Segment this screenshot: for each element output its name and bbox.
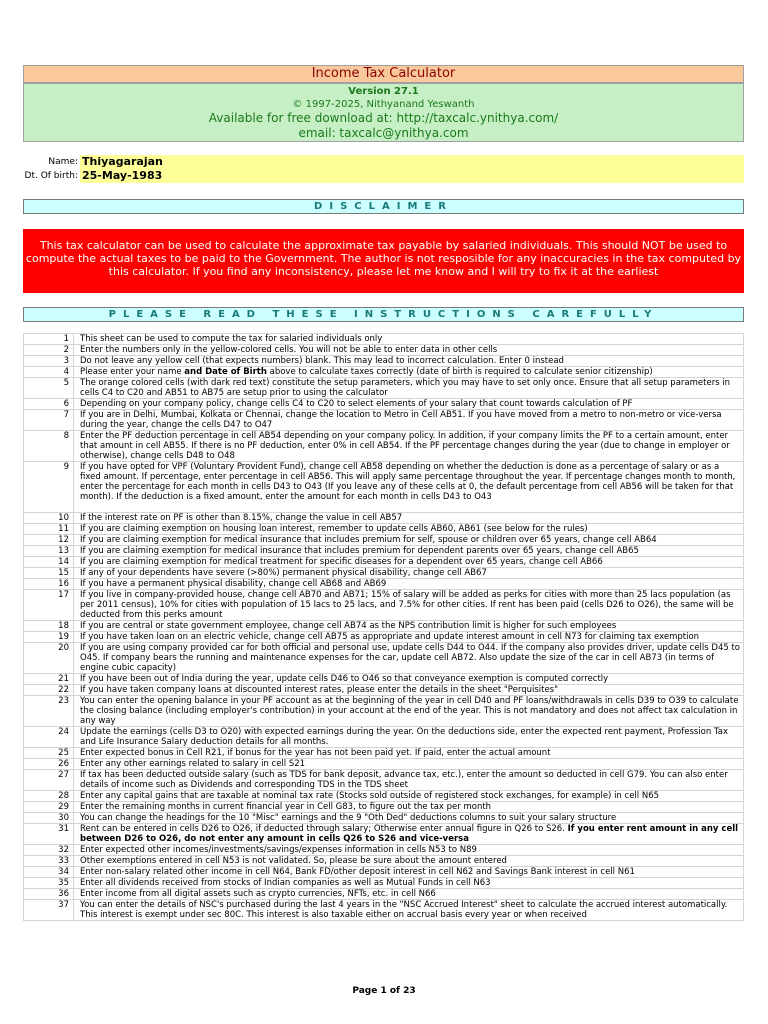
instruction-number: 35 xyxy=(24,878,74,889)
instruction-text: If you have been out of India during the year, update cells D46 to O46 so that conveyance exemption is computed correctly xyxy=(74,674,744,685)
instruction-number: 34 xyxy=(24,867,74,878)
instruction-number: 8 xyxy=(24,431,74,462)
instruction-row xyxy=(24,856,744,867)
instruction-row xyxy=(24,345,744,356)
instruction-row xyxy=(24,727,744,748)
instruction-row xyxy=(24,685,744,696)
name-label: Name: xyxy=(48,157,78,167)
instruction-row xyxy=(24,579,744,590)
instruction-row xyxy=(24,513,744,524)
instruction-number: 7 xyxy=(24,410,74,431)
instruction-row xyxy=(24,824,744,845)
instruction-number: 29 xyxy=(24,802,74,813)
instruction-number: 4 xyxy=(24,367,74,378)
instruction-text: If you have taken company loans at discounted interest rates, please enter the details in the sheet "Perquisites" xyxy=(74,685,744,696)
instruction-number: 17 xyxy=(24,590,74,621)
instruction-row xyxy=(24,643,744,674)
instruction-number: 24 xyxy=(24,727,74,748)
copyright-text: © 1997-2025, Nithyanand Yeswanth xyxy=(292,99,475,110)
instruction-number: 1 xyxy=(24,334,74,345)
instruction-number: 30 xyxy=(24,813,74,824)
name-field[interactable]: Thiyagarajan xyxy=(80,155,744,169)
email-link[interactable]: email: taxcalc@ynithya.com xyxy=(298,126,469,140)
instruction-number: 32 xyxy=(24,845,74,856)
instructions-table xyxy=(23,333,744,921)
version-label: Version 27.1 xyxy=(348,86,419,97)
instruction-text: If any of your dependents have severe (>80%) permanent physical disability, change cell AB67 xyxy=(74,568,744,579)
calculator-title: Income Tax Calculator xyxy=(23,65,744,83)
instruction-row xyxy=(24,535,744,546)
instruction-text: Enter expected bonus in Cell R21, if bonus for the year has not been paid yet. If paid, enter the actual amount xyxy=(74,748,744,759)
instruction-row xyxy=(24,802,744,813)
instruction-row xyxy=(24,759,744,770)
instruction-number: 37 xyxy=(24,900,74,921)
instruction-row xyxy=(24,748,744,759)
instruction-number: 3 xyxy=(24,356,74,367)
instruction-number: 15 xyxy=(24,568,74,579)
instruction-text: If you are claiming exemption for medical treatment for specific diseases for a dependent over 65 years, change cell AB66 xyxy=(74,557,744,568)
instruction-number: 5 xyxy=(24,378,74,399)
instruction-number: 33 xyxy=(24,856,74,867)
instruction-row xyxy=(24,410,744,431)
instruction-text: You can enter the opening balance in your PF account as at the beginning of the year in cell D40 and PF loans/withdrawals in cells D39 to O39 to calculate the closing balance (including employer's contribution) in your account at the end of the year. This is not mandatory and does not affect tax calculation in any way xyxy=(74,696,744,727)
instruction-number: 19 xyxy=(24,632,74,643)
instruction-text: Enter income from all digital assets such as crypto currencies, NFTs, etc. in cell N66 xyxy=(74,889,744,900)
instruction-row xyxy=(24,770,744,791)
instruction-text: Enter any other earnings related to salary in cell S21 xyxy=(74,759,744,770)
instruction-text: If you are claiming exemption on housing loan interest, remember to update cells AB60, AB61 (see below for the rules) xyxy=(74,524,744,535)
instruction-text: If you are claiming exemption for medical insurance that includes premium for self, spouse or children over 65 years, change cell AB64 xyxy=(74,535,744,546)
instruction-text-bold: and Date of Birth xyxy=(184,367,267,377)
instruction-row xyxy=(24,557,744,568)
instruction-number: 25 xyxy=(24,748,74,759)
instruction-text xyxy=(74,367,744,378)
version-info-box xyxy=(23,83,744,142)
instruction-text-part: above to calculate taxes correctly (date of birth is required to calculate senior citizenship) xyxy=(266,367,653,377)
instruction-number: 21 xyxy=(24,674,74,685)
instruction-number: 31 xyxy=(24,824,74,845)
instruction-text: The orange colored cells (with dark red text) constitute the setup parameters, which you may have to set only once. Ensure that all setup parameters in cells C4 to C20 and AB51 to AB75 are setup prior to using the calculator xyxy=(74,378,744,399)
instruction-text: Enter expected other incomes/investments/savings/expenses information in cells N53 to N89 xyxy=(74,845,744,856)
instruction-text: If you are in Delhi, Mumbai, Kolkata or Chennai, change the location to Metro in Cell AB51. If you have moved from a metro to non-metro or vice-versa during the year, change the cells D47 to O47 xyxy=(74,410,744,431)
instruction-number: 36 xyxy=(24,889,74,900)
instruction-text: If tax has been deducted outside salary (such as TDS for bank deposit, advance tax, etc.), enter the amount so deducted in cell G79. You can also enter details of income such as Dividends and corresponding TDS in the TDS sheet xyxy=(74,770,744,791)
instruction-text: If you are central or state government employee, change cell AB74 as the NPS contribution limit is higher for such employees xyxy=(74,621,744,632)
instructions-heading: PLEASE READ THESE INSTRUCTIONS CAREFULLY xyxy=(23,307,744,322)
instruction-row xyxy=(24,813,744,824)
instruction-row xyxy=(24,674,744,685)
instruction-text-bold: If you enter rent amount in any cell between D26 to O26, do not enter any amount in cells Q26 to S26 and vice-versa xyxy=(80,824,739,844)
instruction-row xyxy=(24,524,744,535)
instruction-number: 28 xyxy=(24,791,74,802)
instruction-number: 20 xyxy=(24,643,74,674)
instruction-row xyxy=(24,632,744,643)
instruction-number: 27 xyxy=(24,770,74,791)
instruction-text: Enter any capital gains that are taxable at nominal tax rate (Stocks sold outside of registered stock exchanges, for example) in cell N65 xyxy=(74,791,744,802)
instruction-row xyxy=(24,867,744,878)
instruction-text: You can enter the details of NSC's purchased during the last 4 years in the "NSC Accrued Interest" sheet to calculate the accrued interest automatically. This interest is exempt under sec 80C. This interest is also taxable either on accrual basis every year or when received xyxy=(74,900,744,921)
instruction-row xyxy=(24,568,744,579)
instruction-row xyxy=(24,590,744,621)
instruction-number: 11 xyxy=(24,524,74,535)
instruction-text: You can change the headings for the 10 "Misc" earnings and the 9 "Oth Ded" deductions columns to suit your salary structure xyxy=(74,813,744,824)
instruction-number: 18 xyxy=(24,621,74,632)
instruction-text: If you have opted for VPF (Voluntary Provident Fund), change cell AB58 depending on whether the deduction is done as a percentage of salary or as a fixed amount. If percentage, enter percentage in cell AB56. This will apply same percentage throughout the year. If percentage changes month to month, enter the percentage for each month in cells D43 to O43 (If you leave any of these cells at 0, the default percentage from cell AB56 will be taken for that month). If the deduction is a fixed amount, enter the amount for each month in cells D43 to O43 xyxy=(74,462,744,513)
instruction-number: 2 xyxy=(24,345,74,356)
instruction-number: 23 xyxy=(24,696,74,727)
instruction-number: 13 xyxy=(24,546,74,557)
instruction-text: Other exemptions entered in cell N53 is not validated. So, please be sure about the amount entered xyxy=(74,856,744,867)
instruction-text: Do not leave any yellow cell (that expects numbers) blank. This may lead to incorrect calculation. Enter 0 instead xyxy=(74,356,744,367)
instruction-text: If the interest rate on PF is other than 8.15%, change the value in cell AB57 xyxy=(74,513,744,524)
instruction-row xyxy=(24,878,744,889)
instruction-text: Enter non-salary related other income in cell N64, Bank FD/other deposit interest in cell N62 and Savings Bank interest in cell N61 xyxy=(74,867,744,878)
instruction-text: If you have taken loan on an electric vehicle, change cell AB75 as appropriate and update interest amount in cell N73 for claiming tax exemption xyxy=(74,632,744,643)
instruction-row xyxy=(24,399,744,410)
instruction-text: If you have a permanent physical disability, change cell AB68 and AB69 xyxy=(74,579,744,590)
instruction-number: 22 xyxy=(24,685,74,696)
instruction-text xyxy=(74,824,744,845)
instruction-text: If you are using company provided car for both official and personal use, update cells D44 to O44. If the company also provides driver, update cells D45 to O45. If company bears the running and maintenance expenses for the car, update cell AB72. Also update the size of the car in cell AB73 (in terms of engine cubic capacity) xyxy=(74,643,744,674)
dob-field[interactable]: 25-May-1983 xyxy=(80,169,744,183)
instruction-text: Depending on your company policy, change cells C4 to C20 to select elements of your salary that count towards calculation of PF xyxy=(74,399,744,410)
instruction-row xyxy=(24,462,744,513)
instruction-text: Enter the PF deduction percentage in cell AB54 depending on your company policy. In addition, if your company limits the PF to a certain amount, enter that amount in cell AB55. If there is no PF deduction, enter 0% in cell AB54. If the PF percentage changes during the year (due to change in employer or otherwise), change cells D48 to O48 xyxy=(74,431,744,462)
instruction-row xyxy=(24,900,744,921)
disclaimer-heading: DISCLAIMER xyxy=(23,199,744,214)
instruction-text: Enter all dividends received from stocks of Indian companies as well as Mutual Funds in cell N63 xyxy=(74,878,744,889)
instruction-row xyxy=(24,621,744,632)
instruction-number: 10 xyxy=(24,513,74,524)
instruction-text-part: Rent can be entered in cells D26 to O26, if deducted through salary; Otherwise enter annual figure in Q26 to S26. xyxy=(80,824,568,834)
instruction-number: 26 xyxy=(24,759,74,770)
instruction-number: 6 xyxy=(24,399,74,410)
instruction-text: Enter the remaining months in current financial year in Cell G83, to figure out the tax per month xyxy=(74,802,744,813)
instruction-row xyxy=(24,378,744,399)
instruction-row xyxy=(24,367,744,378)
instruction-text: Enter the numbers only in the yellow-colored cells. You will not be able to enter data in other cells xyxy=(74,345,744,356)
instruction-row xyxy=(24,845,744,856)
instruction-number: 14 xyxy=(24,557,74,568)
instruction-row xyxy=(24,334,744,345)
instruction-row xyxy=(24,696,744,727)
instruction-number: 16 xyxy=(24,579,74,590)
instruction-text: If you are claiming exemption for medical insurance that includes premium for dependent parents over 65 years, change cell AB65 xyxy=(74,546,744,557)
instruction-text-part: Please enter your name xyxy=(80,367,185,377)
instruction-text: Update the earnings (cells D3 to O20) with expected earnings during the year. On the deductions side, enter the expected rent payment, Profession Tax and Life Insurance Salary deduction details for all months. xyxy=(74,727,744,748)
instruction-row xyxy=(24,546,744,557)
download-link[interactable]: Available for free download at: http://taxcalc.ynithya.com/ xyxy=(208,111,559,125)
instruction-number: 12 xyxy=(24,535,74,546)
instruction-number: 9 xyxy=(24,462,74,513)
instruction-row xyxy=(24,889,744,900)
disclaimer-text: This tax calculator can be used to calculate the approximate tax payable by salaried individuals. This should NOT be used to compute the actual taxes to be paid to the Government. The author is not resposible for any inaccuracies in the tax computed by this calculator. If you find any inconsistency, please let me know and I will try to fix it at the earliest xyxy=(23,229,744,293)
dob-label: Dt. Of birth: xyxy=(24,171,78,181)
instruction-text: If you live in company-provided house, change cell AB70 and AB71; 15% of salary will be added as perks for cities with more than 25 lacs population (as per 2011 census), 10% for cities with population of 15 lacs to 25 lacs, and 7.5% for other cities. If rent has been paid (cells D26 to O26), the same will be deducted from this perks amount xyxy=(74,590,744,621)
instruction-text: This sheet can be used to compute the tax for salaried individuals only xyxy=(74,334,744,345)
instruction-row xyxy=(24,356,744,367)
instruction-row xyxy=(24,791,744,802)
instruction-row xyxy=(24,431,744,462)
page-number: Page 1 of 23 xyxy=(352,986,416,996)
